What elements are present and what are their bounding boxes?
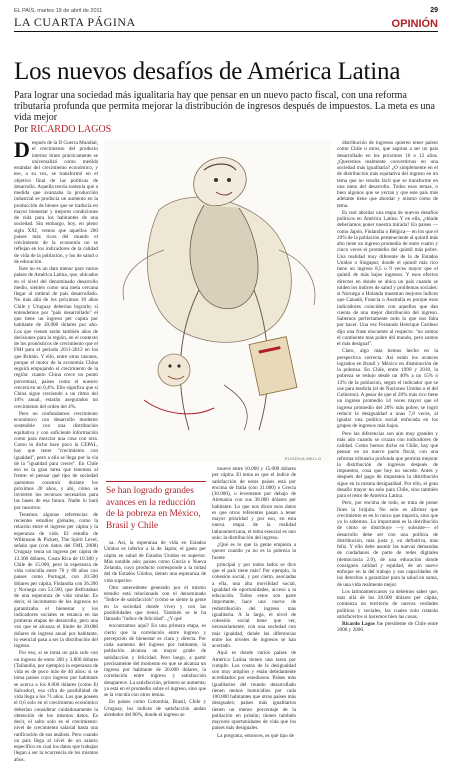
article-column-3-lower	[212, 466, 296, 739]
pull-quote-rule	[106, 481, 206, 482]
article-column-2-lower	[104, 540, 206, 718]
article-column-4	[337, 140, 438, 660]
article-paragraph: Claro, algo más hemos hecho en la perspectiva correcta. Así están los avances logrados en Brasil y México en disminución de la pobreza. En Chile, entre 1990 y 2010, la pobreza se redujo desde un 40% a un 15% o 13% de la población, según el indicador que se use para medirla (el de Naciones Unidos o el del Gobierno). A pesar de que el 20% más rico tiene un ingreso promedio 14 veces mayor que el ingreso promedio del 20% más pobre; se logró reducir la desigualdad a unas 7,8 veces, al igualar una política social enfocada en los grupos de ingresos más bajos.	[337, 348, 438, 430]
drop-cap: D	[14, 137, 30, 162]
article-paragraph: Otro antecedente generado por el mismo estudio está relacionado con el denominado "Índice de satisfacción" (cómo se siente la gente en la sociedad donde vive) y con las posibilidades que tiene). También se le ha llamado "índice de felicidad". ¿Y qué	[104, 584, 206, 622]
folio-date: EL PAÍS, martes 19 de abril de 2011	[14, 8, 103, 14]
article-dek: Para lograr una sociedad más igualitaria hay que pensar en un nuevo pacto fiscal, con una reforma tributaria profunda que permita mejorar la distribución de ingresos después de impuestos. La meta es una vida mejor	[14, 90, 435, 123]
opinion-label: OPINIÓN	[391, 18, 438, 30]
article-paragraph: Pero las diferencias son aún muy grandes y más aún cuando se cruzan con indicadores de calidad. Como hemos dicho en Chile, hay que pensar en un nuevo pacto fiscal, con una reforma tributaria profunda que permita mejorar la distribución de ingresos después de impuestos, cosa que hoy no sucede. Antes y después del pago de impuestos la distribución sigue en la misma desigualdad. Por ello, el gran desafío mayor no solo para Chile, sino también para el resto de América Latina.	[337, 430, 438, 499]
article-paragraph: ¿Qué es lo que la gente empieza a querer cuando ya no es la pobreza la fuente	[212, 542, 296, 561]
article-paragraph: Aquí es donde varios países de América Latina tienen una tarea por cumplir. Los costos de la desigualdad son muy amplios y están debidamente acreditados por estudiosos. Países más igualitarios del mundo desarrollado tienen menos homicidios por cada 100.000 habitantes que otros países más desiguales; países más igualitarios tienen un menor porcentaje de la población en prisión; tienen también mayores oportunidades de vida que los países más desiguales.	[212, 650, 296, 732]
signature-description: fue presidente de Chile entre 2000 y 2006.	[337, 621, 439, 634]
article-paragraph: La pregunta, entonces, es qué tipo de	[217, 732, 294, 739]
article-paragraph: Pero no confundamos crecimiento económico con desarrollo moderno sostenible con una distribución equitativa y con suficiente información como para mezclar una cosa con otra. Como lo dicho hace poco la CEPAL, hay que tener "crecimiento con igualdad", pero a ella se llega por la vía de la "igualdad para crecer". En Chile eso es la gran tarea que tenemos al frente: el pensar qué tipo de sociedad queremos construir durante los próximos 20 años, y ahí, cómo se invierten los recursos necesarios para las bases de esa futura. Nadie lo hará por nosotros.	[14, 410, 98, 511]
article-paragraph: En países como Colombia, Brasil, Chile y Uruguay, los índices de satisfacción andan alrededor del 80%, donde el ingreso se	[104, 699, 206, 718]
article-paragraph: Por eso, si se toma un país solo con un ingreso de entre 300 y 3.800 dólares (Tailandia, por ejemplo) la esperanza de vida es de poco más de 40 años; si se toma países cuyo ingreso por habitante se acerca a los 8.000 dólares (como El Salvador), esa cifra de posibilidad de vida llega a los 71 años. Los que poseen el 0,6 solo en el crecimiento económico deberían considerar cuidadosamente la obtención de los mismos datos. Es decir, el salto solo es el crecimiento: nivel de crecimiento salarial hasta una ratificación de sus análisis. Pero cuando un país llega al nivel de un salario específico en cual los datos que trabajan llegan a ser la ocurrencia de los mismos años.	[14, 650, 98, 763]
article-paragraph: espués de la II Guerra Mundial, el crecimiento del producto interior bruto prácticamente se universalizó como medida estándar del crecimiento económico, y ese, a su vez, se transformó en el objetivo final de las políticas de desarrollo. Aquella teoría sostenía que a medida que avanzaba la producción industrial se producía un aumento en la producción de bienes que se traducía en mayor bienestar y mejores condiciones de vida para los habitantes de una sociedad. Sin embargo, hoy, en pleno siglo XXI, vemos que aquellos 200 países más ricos del mundo el crecimiento de la economía no se reflejan en los indicadores de la calidad de vida de la población, y los de salud o de educación.	[14, 140, 98, 265]
illustration-graphic	[104, 140, 331, 462]
article-headline: Los nuevos desafíos de América Latina	[14, 58, 401, 85]
article-paragraph: Los latinoamericanos ya debemos saber que, más allá de los 20.000 dólares per cápita, comienza un territorio de nuevas verdades políticas y sociales, las cuales solo tratarán satisfacerlos si hacemos bien las cosas.	[337, 588, 438, 620]
page-number: 29	[430, 7, 438, 14]
article-paragraph: sa. Así, la esperanza de vida en Estados Unidos es inferior a la de Japón; el gasto per cápita en salud de Estados Unidos es superior. Más notable aún: países como Grecia o Nueva Zelanda, cuyo producto corresponde a la mitad del de Estados Unidos, tienen una esperanza de vida superior.	[104, 540, 206, 584]
signature-name: Ricardo Lagos	[342, 621, 375, 627]
section-header	[14, 15, 438, 32]
article-paragraph: Es real abordar una etapa de nuevos desafíos políticos en América Latina. Y en ella, ¿dónde deberíamos poner nuestra mirada? En países —como Japón, Finlandia o Bélgica— en los que el 20% de la población perteneciente al quintil más alto tiene un ingreso promedio de entre cuatro y cinco veces el promedio del quintil más pobre. Una realidad muy diferente de la de Estados Unidos o Singapur, donde el quintil más rico tiene un ingreso 8,5 o 9 veces mayor que el quintil de más bajos ingresos. Y esos efectos directos en donde se ubica un país cuando se miden los índices de salud y problemas sociales: si Noruega u Holanda muestran mejores índices que Canadá, Francia o Australia es porque esos indicadores coinciden con aquellos que dan cuenta de una mejor distribución del ingreso. Sabemos perfectamente todo lo que nos falta por hacer. Una vez Fernando Henrique Cardoso dijo una frase elocuente al respecto: "no somos el continente más pobre del mundo, pero somos el más desigual".	[337, 209, 438, 347]
byline-prefix: Por	[14, 124, 28, 135]
byline	[14, 124, 111, 135]
section-label: LA CUARTA PÁGINA	[14, 15, 136, 29]
article-column-1	[14, 137, 98, 763]
byline-author: RICARDO LAGOS	[30, 124, 112, 135]
article-illustration	[104, 140, 331, 462]
article-paragraph: Este no es un dato menor para varios países de América Latina, que, ubicados en el nivel del denominado desarrollo medio, sienten como una meta cercana llegar al umbral de país desarrollado. No más allá de los próximos 10 años Chile y Uruguay deberían lograrlo; si entendemos por "país desarrollado" el que tiene un ingreso per capita por habitante de 20.000 dólares por año. Los que vienen serán también años de decisiones para la región, en el contexto de los pronósticos de crecimiento que el FMI para el periodo 2011-2012 en los que Britain. Y ello, entre otras razones, porque el motor de la economía China seguirá empujando el crecimiento de la región: cuanto China crece un punto porcentual, países como el nuestro crecerá en un 0,4%. Ello significa que si China sigue creciendo a un ritmo del 10% anual, estarán asegurados un crecimiento del orden del 4%.	[14, 266, 98, 410]
article-paragraph: mueve entre 10.000 y 15.000 dólares per cápita. El tema es que el índice de satisfacción de estos países está por encima de Italia (con 31.000) o Grecia (30.000), o levemente por debajo de Alemania con sus 38.000 dólares per habitante. Lo que nos dicen esos datos es que otros referentes pasan a tener mayor prioridad y por eso, en esta nueva etapa de la realidad latinoamericana, el tema esencial es uno solo: la distribución del ingreso.	[212, 466, 296, 541]
article-paragraph: principal y por todos lados se dice que el país tiene más? Por ejemplo, la cohesión social, y por cierto, asociadas a ella, una alta movilidad social, igualdad de oportunidades, acceso a la educación. Todos estos son parte importante, hace una nueva de redistribución del ingreso más igualitaria. A la larga, el nivel de cohesión social tiene que ver, necesariamente, con una sociedad con más igualdad, donde las diferencias entre los niveles de ingresos se han acortado.	[212, 561, 296, 649]
article-paragraph: distribución de ingresos quieren tener países como Chile u otros, que aspiran a ser un país desarrollado en los próximos 10 o 12 años. ¿Queremos realmente convertirnos en una sociedad más igualitaria? ¿O simplemente en el de distribución más equitativa del ingreso en un tema que no resulta fácil que se transforme en una meta del desarrollo. Todos esos temas, o bien algunos que se yerran y que este país más adelante tiene que abordar y mismo como de tema.	[337, 140, 438, 209]
article-paragraph: Pero, por encima de todo, se trata de poner fines la brújula. No solo es afirmar que crecimiento es en lo único que importa, sino que yo lo sabemos. Lo importante es la distribución de cómo se distribuye —y subsiste— el desarrollo debe ser con una política de distribución, más justa y, en definitiva, más feliz. Y ello debe asumir las nuevas demandas de ciudadanos de parte de redes digitales (democracia 2.0), de una educación donde consiguen calidad y equidad, de un nuevo enfoque en la del trabajo y sus capacidades de los derechos a garantizar para la salud en suma, de una vida realmente mejor.	[337, 500, 438, 588]
article-paragraph: Tenemos algunas referencias de recientes estudios globales, como la relación entre el ingreso per cápita y la esperanza de vida. El estudio de Wilkinson & Pickett, The Spirit Level, señala que (con datos del FMI, 2008) Uruguay tenía un ingreso per cápita de 13.300 dólares, Costa Rica de 10.300 y Chile de 15.000, pero la esperanza de vida coincidía entre 76 y 80 años con países como Portugal, con 20.500 dólares per cápita, Finlandia con 36.200 y Noruega con 53.500, que disfrutaban de una esperanza de vida similar. Es decir, el incremento de los ingresos no garantizaba el bienestar y los indicadores sociales se estanca en las primeras etapas de desarrollo; pero una vez que se alcanza el límite de 20.000 dólares de ingreso anual por habitante, lo esencial pasa a ser la distribución del ingreso.	[14, 511, 98, 649]
illustration-credit: EUGENIA MELLO	[285, 456, 322, 461]
pull-quote: Se han logrado grandes avances en la reducción de la pobreza en México, Brasil y Chile	[106, 486, 201, 531]
article-paragraph: encontramos aquí? En una primera etapa, es cierto que la correlación entre ingreso y percepción de bienestar es clara y directa. Por cada aumento del ingreso por habitante, la población alcanza un mayor grado de satisfacción y felicidad. Pero luego, a partir precisamente del momento en que se alcanza un ingreso por habitante de 20.000 dólares, la correlación entre ingreso y satisfacción desaparece. La satisfacción, primero se aumenta; ya está en el promedio sobre el ingreso, sino que se la vincula con otros temas.	[104, 623, 206, 698]
author-signature	[337, 621, 438, 634]
